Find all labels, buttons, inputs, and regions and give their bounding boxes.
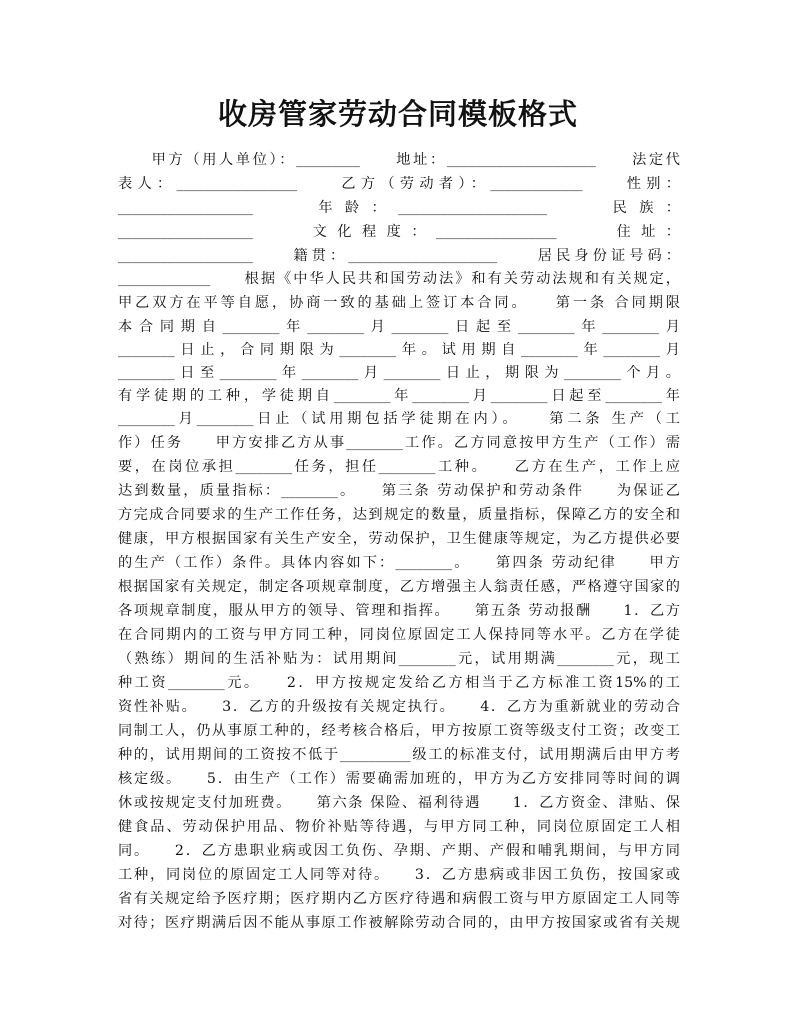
text-line: 种的，试用期间的工资按不低于__________级工的标准支付，试用期满后由甲方考	[118, 747, 680, 763]
text-line: 的生产（工作）条件。具体内容如下：________。 第四条 劳动纪律 甲方	[118, 555, 680, 571]
text-line: 健康，甲方根据国家有关生产安全，劳动保护，卫生健康等规定，为乙方提供必要	[118, 531, 680, 547]
text-line: 种工资________元。 2．甲方按规定发给乙方相当于乙方标准工资15%的工	[118, 675, 680, 691]
text-line: ________日至________年________月________日止，期限为________个月。	[118, 365, 680, 381]
text-line: 同。 2．乙方患职业病或因工负伤、孕期、产期、产假和哺乳期间，与甲方同	[118, 843, 680, 859]
document-title: 收房管家劳动合同模板格式	[217, 97, 578, 131]
text-line: 作）任务 甲方安排乙方从事________工作。乙方同意按甲方生产（工作）需	[118, 435, 680, 451]
text-line: ___________________ 籍贯：_____________________ 居民身份证号码：	[118, 248, 680, 264]
text-line: 工种，同岗位的原固定工人同等对待。 3．乙方患病或非因工负伤，按国家或	[118, 867, 680, 883]
text-line: 甲乙双方在平等自愿，协商一致的基础上签订本合同。 第一条 合同期限	[118, 295, 680, 311]
text-line: 休或按规定支付加班费。 第六条 保险、福利待遇 1．乙方资金、津贴、保	[118, 795, 680, 811]
text-line: 同制工人，仍从事原工种的，经考核合格后，甲方按原工资等级支付工资；改变工	[118, 723, 680, 739]
text-line: ________月________日止（试用期包括学徒期在内）。 第二条 生产（工	[118, 411, 680, 427]
text-line: 各项规章制度，服从甲方的领导、管理和指挥。 第五条 劳动报酬 1．乙方	[118, 603, 680, 619]
text-line: _____________ 根据《中华人民共和国劳动法》和有关劳动法规和有关规定，	[118, 271, 680, 287]
text-line: （熟练）期间的生活补贴为：试用期间________元，试用期满________元，现工	[118, 651, 680, 667]
text-line: 甲方（用人单位）：_________ 地址：_____________________ 法定代	[118, 152, 680, 168]
text-line: 核定级。 5．由生产（工作）需要确需加班的，甲方为乙方安排同等时间的调	[118, 771, 680, 787]
text-line: 根据国家有关规定，制定各项规章制度，乙方增强主人翁责任感，严格遵守国家的	[118, 579, 680, 595]
text-line: ________日止，合同期限为________年。试用期自________年________月	[118, 342, 680, 358]
text-line: ___________________ 文化程度：_________________ 住址：	[118, 224, 680, 240]
text-line: 本合同期自________年________月________日起至________年________月	[118, 319, 680, 335]
text-line: 达到数量，质量指标：________。 第三条 劳动保护和劳动条件 为保证乙	[118, 483, 680, 499]
text-line: 方完成合同要求的生产工作任务，达到规定的数量，质量指标，保障乙方的安全和	[118, 507, 680, 523]
text-line: 省有关规定给予医疗期；医疗期内乙方医疗待遇和病假工资与甲方原固定工人同等	[118, 891, 680, 907]
text-line: 表人：_________________ 乙方（劳动者）：_____________ 性别：	[118, 176, 680, 192]
text-line: 健食品、劳动保护用品、物价补贴等待遇，与甲方同工种，同岗位原固定工人相	[118, 819, 680, 835]
text-line: 资性补贴。 3．乙方的升级按有关规定执行。 4．乙方为重新就业的劳动合	[118, 699, 680, 715]
text-line: 要，在岗位承担________任务，担任________工种。 乙方在生产，工作上应	[118, 459, 680, 475]
text-line: ___________________ 年龄：_____________________ 民族：	[118, 200, 680, 216]
text-line: 对待；医疗期满后因不能从事原工作被解除劳动合同的，由甲方按国家或省有关规	[118, 915, 680, 931]
text-line: 在合同期内的工资与甲方同工种，同岗位原固定工人保持同等水平。乙方在学徒	[118, 627, 680, 643]
text-line: 有学徒期的工种，学徒期自________年________月________日起至________年	[118, 388, 680, 404]
